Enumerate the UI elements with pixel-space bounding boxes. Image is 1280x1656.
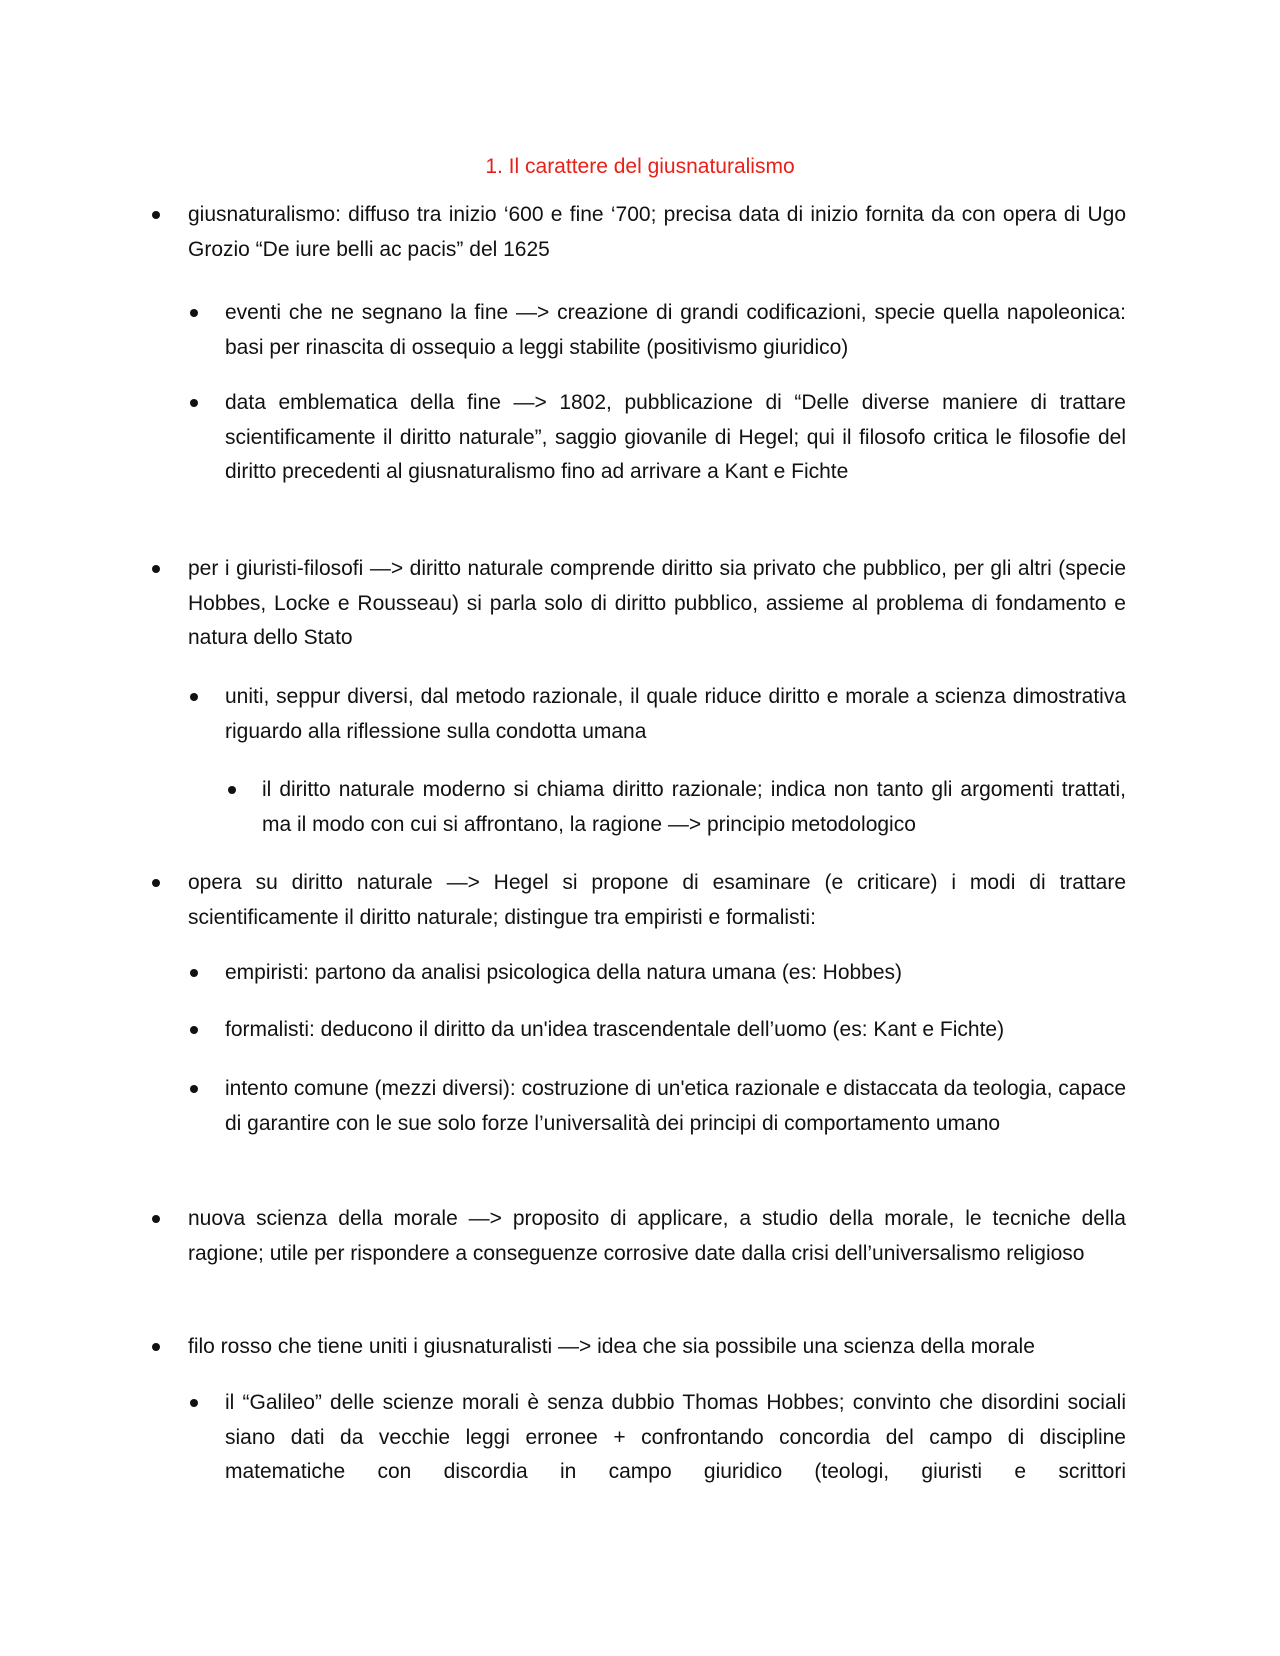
list-item <box>225 1386 1126 1490</box>
list-item <box>225 296 1126 365</box>
list-item <box>225 680 1126 749</box>
list-item <box>225 1072 1126 1141</box>
list-item-text: formalisti: deducono il diritto da un'idea trascendentale dell’uomo (es: Kant e Fichte) <box>225 1018 1005 1041</box>
bullet-icon <box>228 786 236 794</box>
list-item-text: nuova scienza della morale —> proposito di applicare, a studio della morale, le tecniche della ragione; utile per rispondere a conseguenze corrosive date dalla crisi dell’universalismo religioso <box>188 1207 1126 1265</box>
list-item <box>262 773 1126 842</box>
list-item <box>225 956 1126 991</box>
bullet-icon <box>152 1215 160 1223</box>
bullet-icon <box>190 693 198 701</box>
bullet-icon <box>152 879 160 887</box>
bullet-icon <box>190 969 198 977</box>
list-item-text: eventi che ne segnano la fine —> creazione di grandi codificazioni, specie quella napoleonica: basi per rinascita di ossequio a leggi stabilite (positivismo giuridico) <box>225 301 1126 359</box>
list-item-text: intento comune (mezzi diversi): costruzione di un'etica razionale e distaccata da teologia, capace di garantire con le sue solo forze l’universalità dei principi di comportamento umano <box>225 1077 1126 1135</box>
list-item-text: data emblematica della fine —> 1802, pubblicazione di “Delle diverse maniere di trattare scientificamente il diritto naturale”, saggio giovanile di Hegel; qui il filosofo critica le filosofie del diritto precedenti al giusnaturalismo fino ad arrivare a Kant e Fichte <box>225 391 1126 483</box>
bullet-icon <box>190 1085 198 1093</box>
bullet-icon <box>190 1026 198 1034</box>
list-item-text: opera su diritto naturale —> Hegel si propone di esaminare (e criticare) i modi di trattare scientificamente il diritto naturale; distingue tra empiristi e formalisti: <box>188 871 1126 929</box>
bullet-icon <box>152 1343 160 1351</box>
list-item <box>188 552 1126 656</box>
list-item-text: il diritto naturale moderno si chiama diritto razionale; indica non tanto gli argomenti trattati, ma il modo con cui si affrontano, la ragione —> principio metodologico <box>262 778 1126 836</box>
list-item <box>188 1330 1126 1365</box>
bullet-icon <box>152 565 160 573</box>
list-item-text: giusnaturalismo: diffuso tra inizio ‘600 e fine ‘700; precisa data di inizio fornita da con opera di Ugo Grozio “De iure belli ac pacis” del 1625 <box>188 203 1126 261</box>
bullet-icon <box>190 399 198 407</box>
list-item <box>225 1013 1126 1048</box>
bullet-icon <box>152 211 160 219</box>
list-item <box>188 198 1126 267</box>
list-item-text: per i giuristi-filosofi —> diritto naturale comprende diritto sia privato che pubblico, per gli altri (specie Hobbes, Locke e Rousseau) si parla solo di diritto pubblico, assieme al problema di fondamento e natura dello Stato <box>188 557 1126 649</box>
list-item <box>225 386 1126 490</box>
bullet-icon <box>190 309 198 317</box>
page-title: 1. Il carattere del giusnaturalismo <box>485 155 795 178</box>
list-item-text: il “Galileo” delle scienze morali è senza dubbio Thomas Hobbes; convinto che disordini sociali siano dati da vecchie leggi erronee + confrontando concordia del campo di discipline matematiche con discordia in campo giuridico (teologi, giuristi e scrittori <box>225 1391 1126 1483</box>
list-item <box>188 1202 1126 1271</box>
list-item-text: empiristi: partono da analisi psicologica della natura umana (es: Hobbes) <box>225 961 903 984</box>
bullet-icon <box>190 1399 198 1407</box>
list-item <box>188 866 1126 935</box>
list-item-text: filo rosso che tiene uniti i giusnaturalisti —> idea che sia possibile una scienza della morale <box>188 1335 1035 1358</box>
list-item-text: uniti, seppur diversi, dal metodo razionale, il quale riduce diritto e morale a scienza dimostrativa riguardo alla riflessione sulla condotta umana <box>225 685 1126 743</box>
